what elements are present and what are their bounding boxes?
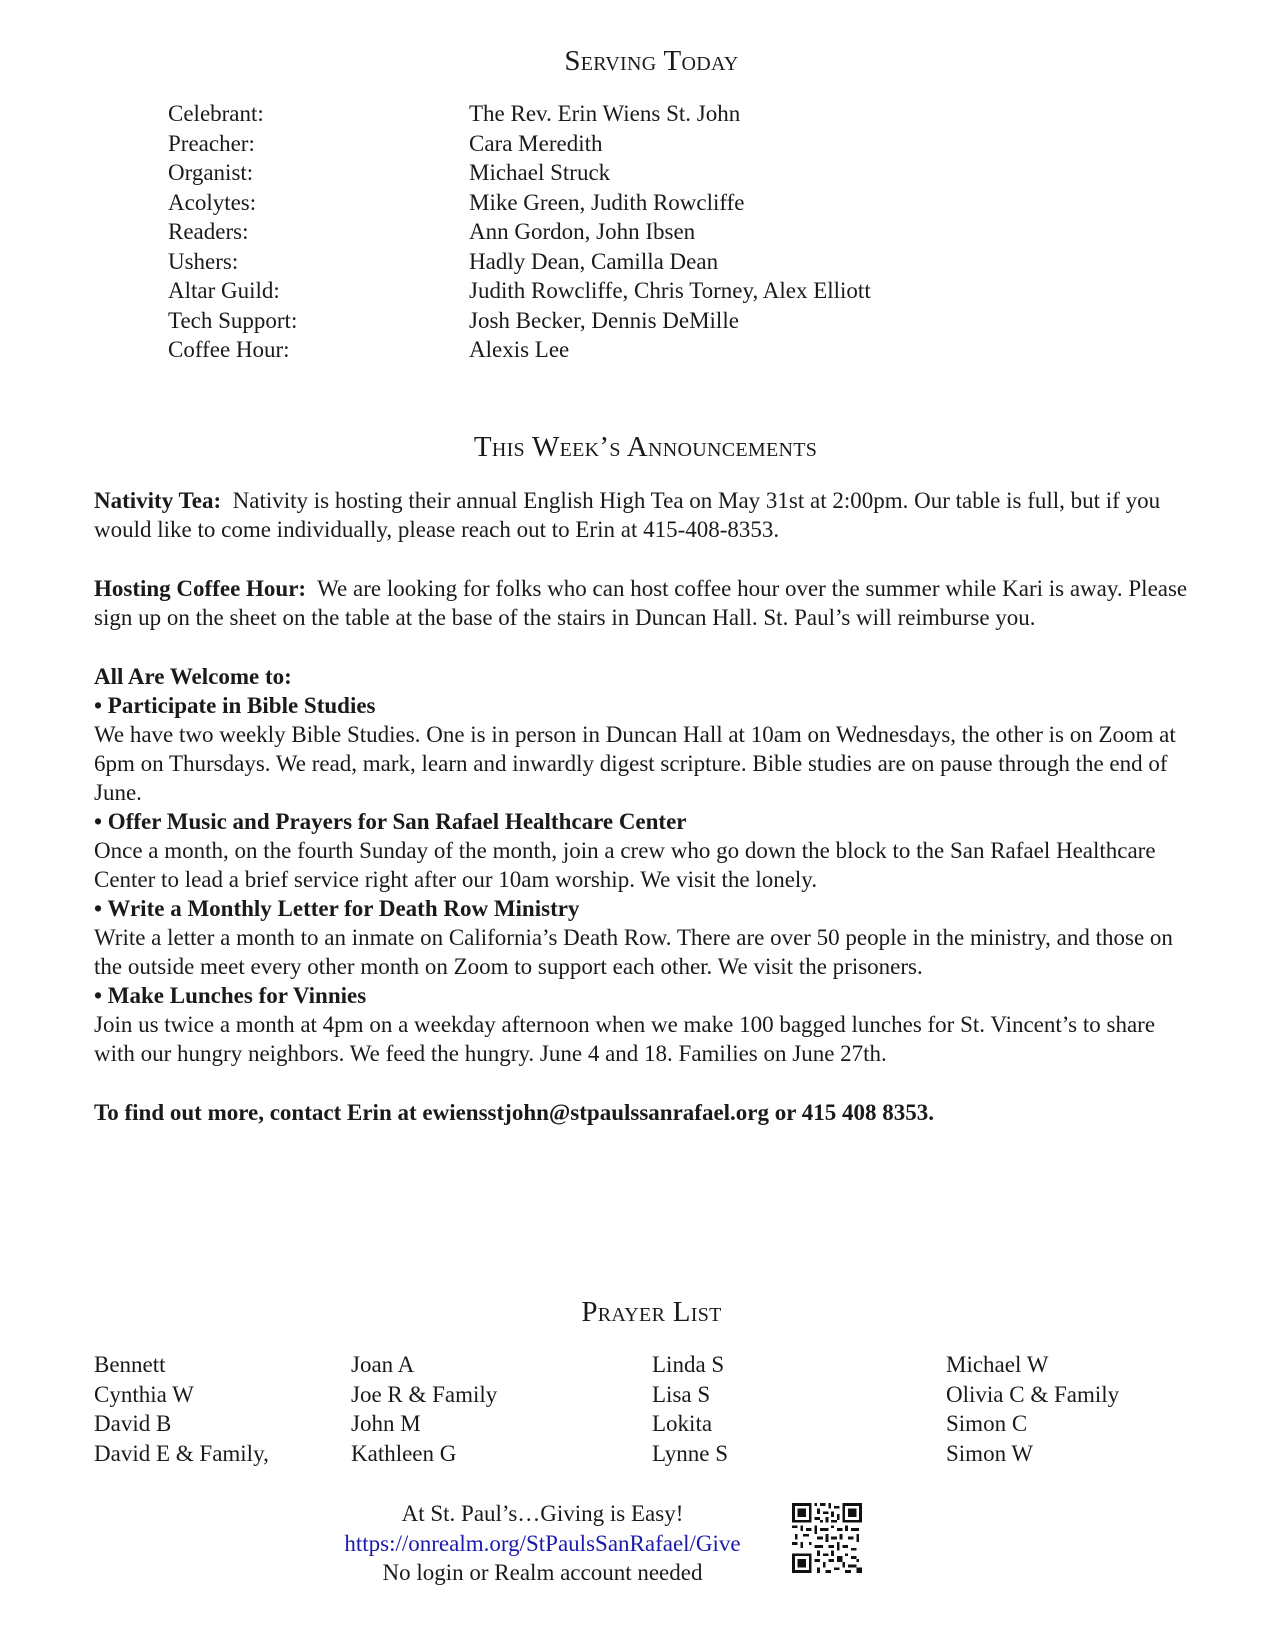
serving-row [168, 217, 871, 247]
prayer-name: Lynne S [652, 1440, 729, 1466]
serving-role: Coffee Hour: [168, 337, 290, 362]
serving-names: The Rev. Erin Wiens St. John [469, 101, 741, 126]
serving-role: Acolytes: [168, 189, 257, 215]
serving-table [168, 99, 871, 365]
serving-role: Celebrant: [168, 101, 264, 126]
serving-row [168, 129, 871, 159]
serving-names: Mike Green, Judith Rowcliffe [469, 189, 745, 215]
serving-row [168, 276, 871, 306]
announcements-body [94, 486, 1194, 1127]
serving-role: Preacher: [168, 130, 255, 156]
prayer-name: Olivia C & Family [946, 1381, 1120, 1407]
prayer-name: David B [94, 1411, 172, 1436]
serving-names: Alexis Lee [469, 337, 570, 362]
prayer-name: Lisa S [652, 1381, 711, 1407]
nativity-tea-announcement [94, 486, 1194, 544]
prayer-name: Lokita [652, 1411, 713, 1436]
nativity-tea-text: Nativity is hosting their annual English High Tea on May 31st at 2:00pm. Our table is full, but if you would like to come individually, please reach out to Erin at 415-408-8353. [94, 488, 1161, 542]
serving-role: Ushers: [168, 248, 239, 274]
prayer-name: Joe R & Family [351, 1381, 498, 1407]
vinnies-text: Join us twice a month at 4pm on a weekday afternoon when we make 100 bagged lunches for St. Vincent’s to share with our hungry neighbors. We feed the hungry. June 4 and 18. Families on June 27th. [94, 1012, 1156, 1066]
serving-row [168, 306, 871, 336]
giving-note: No login or Realm account needed [382, 1560, 703, 1585]
serving-names: Hadly Dean, Camilla Dean [469, 248, 719, 274]
serving-role: Organist: [168, 160, 254, 185]
healthcare-center-text: Once a month, on the fourth Sunday of the month, join a crew who go down the block to the San Rafael Healthcare Center to lead a brief service right after our 10am worship. We visit the lonely. [94, 838, 1156, 892]
serving-row [168, 158, 871, 188]
death-row-text: Write a letter a month to an inmate on California’s Death Row. There are over 50 people in the ministry, and those on the outside meet every other month on Zoom to support each other. We visit the prisoners. [94, 925, 1173, 979]
serving-names: Michael Struck [469, 160, 611, 185]
healthcare-center-heading: • Offer Music and Prayers for San Rafael Healthcare Center [94, 809, 687, 834]
serving-role: Tech Support: [168, 307, 298, 333]
prayer-name: Cynthia W [94, 1381, 194, 1407]
serving-row [168, 247, 871, 277]
serving-role: Readers: [168, 219, 249, 244]
serving-names: Cara Meredith [469, 130, 603, 156]
prayer-column [652, 1350, 728, 1468]
prayer-name: Michael W [946, 1352, 1049, 1377]
prayer-name: Joan A [351, 1352, 415, 1377]
giving-info [310, 1499, 775, 1588]
prayer-name: Kathleen G [351, 1440, 457, 1466]
prayer-column [946, 1350, 1119, 1468]
qr-code-icon[interactable] [792, 1503, 862, 1573]
nativity-tea-heading: Nativity Tea: [94, 488, 222, 513]
prayer-list-title: Prayer List [581, 1296, 722, 1328]
death-row-heading: • Write a Monthly Letter for Death Row Ministry [94, 896, 580, 921]
prayer-name: John M [351, 1411, 421, 1436]
bible-studies-text: We have two weekly Bible Studies. One is in person in Duncan Hall at 10am on Wednesdays, the other is on Zoom at 6pm on Thursdays. We read, mark, learn and inwardly digest scripture. Bible studies are on pause through the end of June. [94, 722, 1176, 805]
giving-tagline: At St. Paul’s…Giving is Easy! [401, 1501, 684, 1526]
prayer-name: Simon W [946, 1440, 1034, 1466]
contact-line: To find out more, contact Erin at ewiensstjohn@stpaulssanrafael.org or 415 408 8353. [94, 1100, 935, 1125]
serving-row [168, 99, 871, 129]
coffee-hour-heading: Hosting Coffee Hour: [94, 576, 307, 601]
prayer-name: Linda S [652, 1352, 725, 1377]
prayer-column [351, 1350, 497, 1468]
coffee-hour-announcement [94, 574, 1194, 632]
vinnies-heading: • Make Lunches for Vinnies [94, 983, 367, 1008]
announcements-title: This Week’s Announcements [473, 431, 818, 463]
serving-names: Josh Becker, Dennis DeMille [469, 307, 739, 333]
serving-row [168, 188, 871, 218]
giving-link[interactable]: https://onrealm.org/StPaulsSanRafael/Give [344, 1530, 741, 1556]
serving-names: Judith Rowcliffe, Chris Torney, Alex Elliott [469, 278, 871, 303]
serving-names: Ann Gordon, John Ibsen [469, 219, 696, 244]
prayer-name: Simon C [946, 1411, 1028, 1436]
prayer-name: David E & Family, [94, 1440, 269, 1466]
bible-studies-heading: • Participate in Bible Studies [94, 693, 376, 718]
serving-today-title: Serving Today [564, 45, 739, 77]
serving-row [168, 335, 871, 365]
prayer-column [94, 1350, 269, 1468]
coffee-hour-text: We are looking for folks who can host coffee hour over the summer while Kari is away. Please sign up on the sheet on the table at the base of the stairs in Duncan Hall. St. Paul’s will reimburse you. [94, 576, 1188, 630]
serving-role: Altar Guild: [168, 278, 280, 303]
welcome-heading: All Are Welcome to: [94, 664, 292, 689]
prayer-name: Bennett [94, 1352, 166, 1377]
